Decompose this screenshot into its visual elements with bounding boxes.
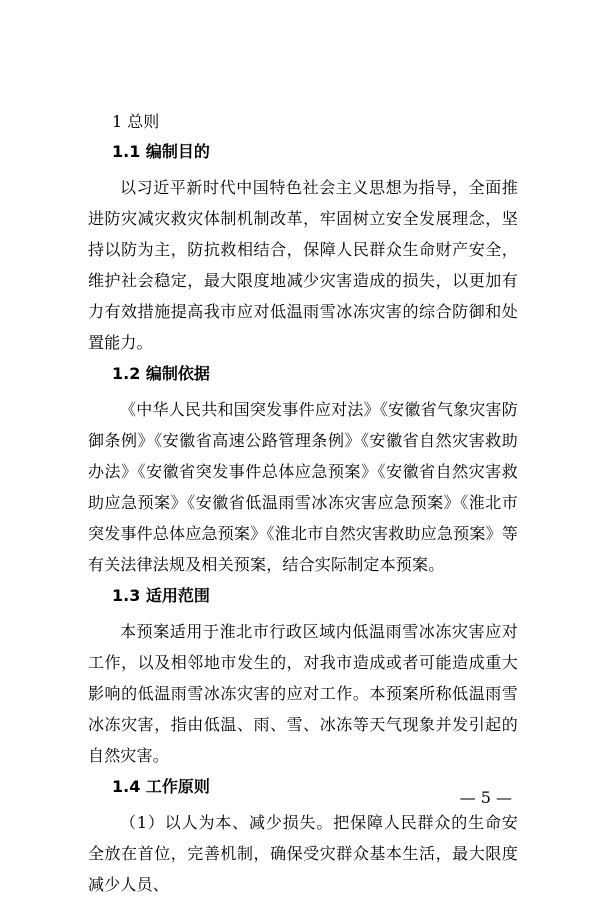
section-paragraph-1-3: 本预案适用于淮北市行政区域内低温雨雪冰冻灾害应对工作，以及相邻地市发生的，对我市造成或者可能造成重大影响的低温雨雪冰冻灾害的应对工作。本预案所称低温雨雪冰冻灾害，指由低温、雨、雪、冰冻等天气现象并发引起的自然灾害。: [88, 622, 518, 765]
section-title-1-3: 1.3 适用范围: [112, 586, 210, 605]
page-number: — 5 —: [459, 788, 512, 807]
chapter-heading: 1 总则: [112, 112, 160, 131]
section-paragraph-1-4: （1）以人为本、减少损失。把保障人民群众的生命安全放在首位，完善机制，确保受灾群众基本生活，最大限度减少人员、: [88, 813, 518, 894]
section-title-1-2: 1.2 编制依据: [112, 364, 210, 383]
section-title-1-1: 1.1 编制目的: [112, 142, 210, 161]
section-paragraph-1-2: 《中华人民共和国突发事件应对法》《安徽省气象灾害防御条例》《安徽省高速公路管理条例》《安徽省自然灾害救助办法》《安徽省突发事件总体应急预案》《安徽省自然灾害救助应急预案》《安徽省低温雨雪冰冻灾害应急预案》《淮北市突发事件总体应急预案》《淮北市自然灾害救助应急预案》等有关法律法规及相关预案，结合实际制定本预案。: [88, 400, 518, 574]
document-body: [88, 112, 518, 900]
section-title-1-4: 1.4 工作原则: [112, 777, 210, 796]
section-paragraph-1-1: 以习近平新时代中国特色社会主义思想为指导，全面推进防灾减灾救灾体制机制改革，牢固树立安全发展理念，坚持以防为主，防抗救相结合，保障人民群众生命财产安全，维护社会稳定，最大限度地减少灾害造成的损失，以更加有力有效措施提高我市应对低温雨雪冰冻灾害的综合防御和处置能力。: [88, 178, 518, 352]
